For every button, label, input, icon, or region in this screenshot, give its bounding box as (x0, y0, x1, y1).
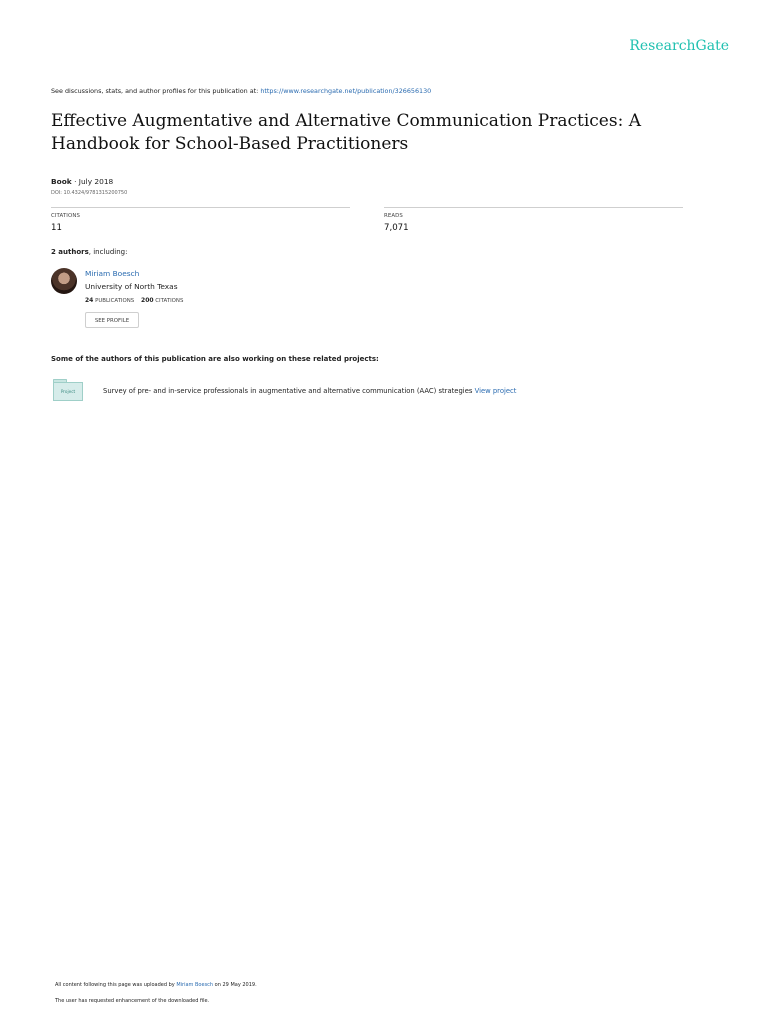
researchgate-logo[interactable]: ResearchGate (629, 38, 729, 54)
project-description: Survey of pre- and in-service professionals in augmentative and alternative communication (AAC) strategies (103, 387, 475, 395)
related-projects-heading: Some of the authors of this publication are also working on these related projects: (51, 355, 379, 363)
publication-type: Book (51, 177, 72, 186)
upload-suffix: on 29 May 2019. (213, 982, 257, 988)
publication-url-link[interactable]: https://www.researchgate.net/publication/326656130 (260, 87, 432, 95)
author-publications-label: PUBLICATIONS (95, 298, 135, 304)
reads-value: 7,071 (384, 223, 409, 233)
citations-divider (51, 207, 350, 208)
enhancement-notice: The user has requested enhancement of the downloaded file. (55, 998, 210, 1004)
author-citations-count: 200 (141, 297, 154, 304)
publication-notice (51, 87, 431, 95)
author-publications-count: 24 (85, 297, 94, 304)
folder-label: Project (53, 382, 83, 401)
authors-count: 2 authors (51, 248, 89, 256)
author-citations-label: CITATIONS (155, 298, 184, 304)
view-project-link[interactable]: View project (474, 387, 517, 395)
publication-date: July 2018 (78, 177, 114, 186)
citations-value: 11 (51, 223, 62, 233)
publication-title: Effective Augmentative and Alternative Communication Practices: A Handbook for School-Based Practitioners (51, 111, 642, 154)
see-profile-button[interactable]: SEE PROFILE (85, 312, 139, 328)
author-affiliation: University of North Texas (85, 282, 178, 291)
upload-prefix: All content following this page was uploaded by (55, 982, 177, 988)
authors-heading (51, 248, 127, 256)
reads-label: READS (384, 213, 403, 219)
citations-label: CITATIONS (51, 213, 80, 219)
publication-doi: DOI: 10.4324/9781315200750 (51, 190, 128, 196)
publication-meta (51, 177, 113, 186)
avatar[interactable] (51, 268, 77, 294)
related-project-item (103, 387, 516, 395)
reads-divider (384, 207, 683, 208)
notice-prefix: See discussions, stats, and author profiles for this publication at: (51, 87, 261, 95)
uploader-link[interactable]: Miriam Boesch (176, 982, 214, 988)
author-name-link[interactable]: Miriam Boesch (85, 269, 140, 278)
author-stats (85, 297, 183, 304)
meta-separator: · (71, 177, 79, 186)
project-folder-icon[interactable] (53, 379, 83, 401)
upload-notice (55, 982, 257, 988)
authors-suffix: , including: (88, 248, 128, 256)
